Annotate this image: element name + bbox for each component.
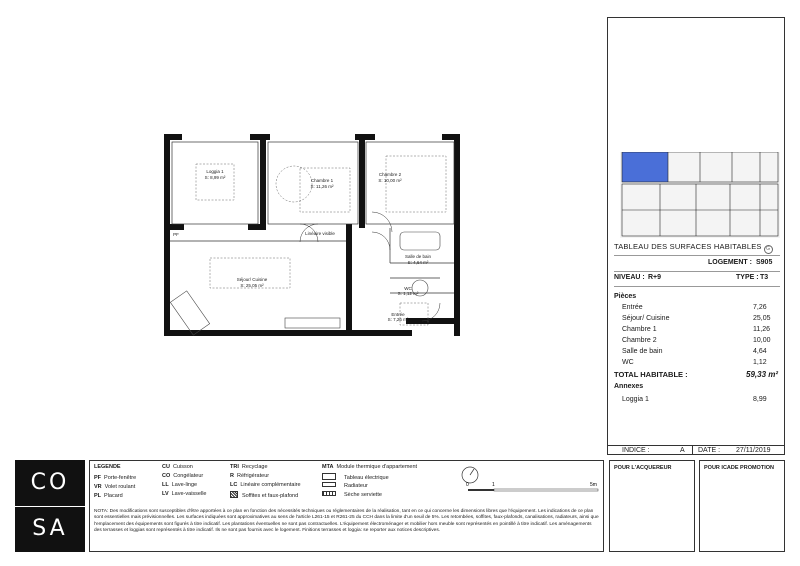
room-chambre1-name: Chambre 1: [310, 178, 334, 183]
legend-item: CO Congélateur: [162, 473, 204, 479]
piece-name: Séjour/ Cuisine: [622, 315, 670, 322]
divider: [614, 255, 780, 256]
piece-name: WC: [622, 359, 634, 366]
logement-label: LOGEMENT :: [708, 259, 752, 266]
info-panel: [607, 17, 785, 455]
scale-five: 5m: [590, 482, 597, 488]
floor-plan: [150, 128, 480, 343]
piece-value: 1,12: [753, 359, 767, 366]
pf-label: PF: [173, 232, 179, 237]
room-loggia-area: S: 8,99 m²: [204, 175, 226, 180]
room-chambre2-name: Chambre 2: [378, 172, 402, 177]
type-value: T3: [760, 274, 769, 281]
legend-item: LL Lave-linge: [162, 482, 198, 488]
legend-item: LC Linéaire complémentaire: [230, 482, 301, 488]
radiateur-icon: [322, 482, 336, 487]
indice-value: A: [680, 447, 685, 454]
room-entree-name: Entrée: [391, 312, 405, 317]
pieces-title: Pièces: [614, 293, 637, 300]
divider: [608, 445, 784, 446]
legend-title: LEGENDE: [94, 464, 121, 470]
room-sdb-area: S: 4,64 m²: [407, 260, 429, 265]
logo-bottom: SA: [32, 516, 68, 541]
room-loggia-name: Loggia 1: [206, 169, 224, 174]
promotion-box: POUR ICADE PROMOTION: [699, 460, 785, 552]
divider: [614, 286, 780, 287]
annexes-title: Annexes: [614, 383, 644, 390]
piece-name: Chambre 2: [622, 337, 657, 344]
legend-item: Tableau électrique: [322, 473, 389, 481]
room-chambre2-area: S: 10,00 m²: [378, 178, 402, 183]
scale-bar: [452, 465, 602, 501]
room-chambre1-area: S: 11,26 m²: [310, 184, 334, 189]
type-label: TYPE :: [736, 274, 759, 281]
table-title: TABLEAU DES SURFACES HABITABLES G: [614, 242, 773, 254]
annexe-name: Loggia 1: [622, 396, 649, 403]
key-plan: [620, 152, 780, 238]
acquereur-box: POUR L'ACQUEREUR: [609, 460, 695, 552]
niveau-value: R+9: [648, 274, 662, 281]
room-wc-name: WC: [404, 286, 412, 291]
piece-value: 25,05: [753, 315, 771, 322]
scale-zero: 0: [466, 482, 469, 488]
legend-item: Sèche serviette: [322, 491, 382, 498]
room-sdb-name: Salle de bain: [404, 254, 432, 259]
lineaire-label: Linéaire visible: [305, 231, 335, 236]
total-label: TOTAL HABITABLE :: [614, 370, 688, 379]
nota-text: NOTA: Des modifications sont susceptibles d'être apportées à ce plan en fonction des nécessités techniques ou réglementaires de la réalisation, tant en ce qui concerne les dimensions libres que l'équipement. Les indications de ce plan sont essentielles mais prévisionnelles. Les surfaces indiquées sont approximatives au sens de l'article L261-15 et R261-25 du CCH dans la limite d'un seuil de 5%. Les retombées, soffites, faux-plafonds, canalisations, radiateurs, ainsi que l'emplacement des équipements sont figurés à titre indicatif. Les plantations éventuelles ne sont pas contractuelles. L'équipement électroménager et mobilier hors meuble sont représentés en pointillé à titre indicatif. Les aménagements des terrasses et loggias sont représentés à titre indicatif. Ils ne sont pas fournis avec le logement. Finitions terrasses et loggia: se reporter aux notices descriptives.: [94, 509, 599, 533]
piece-name: Salle de bain: [622, 348, 663, 355]
room-sejour-name: Séjour/ Cuisine: [236, 277, 268, 282]
legend-item: Radiateur: [322, 482, 368, 489]
legend-item: R Réfrigérateur: [230, 473, 270, 479]
tableau-electrique-icon: [322, 473, 336, 480]
cosa-logo: [15, 460, 85, 552]
legend-item: CU Cuisson: [162, 464, 193, 470]
piece-name: Entrée: [622, 304, 643, 311]
piece-value: 7,26: [753, 304, 767, 311]
annexe-value: 8,99: [753, 396, 767, 403]
hatch-icon: [230, 491, 238, 498]
date-label: DATE :: [698, 447, 721, 454]
date-value: 27/11/2019: [736, 447, 771, 454]
piece-value: 4,64: [753, 348, 767, 355]
room-wc-area: S: 1,12 m²: [397, 291, 419, 296]
logement-value: S905: [756, 259, 773, 266]
legend-item: TRI Recyclage: [230, 464, 268, 470]
indice-label: INDICE :: [622, 447, 650, 454]
divider: [692, 445, 693, 455]
footer: [15, 460, 785, 552]
legend-item: PF Porte-fenêtre: [94, 475, 137, 481]
legend-item: VR Volet roulant: [94, 484, 136, 490]
piece-value: 11,26: [753, 326, 770, 333]
piece-value: 10,00: [753, 337, 771, 344]
legend-item: PL Placard: [94, 493, 123, 499]
legend-item: MTA Module thermique d'appartement: [322, 464, 418, 470]
total-value: 59,33 m²: [746, 370, 779, 379]
divider: [614, 271, 780, 272]
legend-box: [89, 460, 604, 552]
seche-serviette-icon: [322, 491, 336, 496]
niveau-label: NIVEAU :: [614, 274, 645, 281]
piece-name: Chambre 1: [622, 326, 657, 333]
legend-item: LV Lave-vaisselle: [162, 491, 207, 497]
logo-top: CO: [30, 470, 70, 495]
info-circle-icon: G: [764, 245, 773, 254]
legend-item: Soffites et faux-plafond: [230, 491, 298, 499]
room-sejour-area: S: 25,05 m²: [240, 283, 264, 288]
room-entree-area: S: 7,26 m²: [387, 317, 409, 322]
scale-one: 1: [492, 482, 495, 488]
